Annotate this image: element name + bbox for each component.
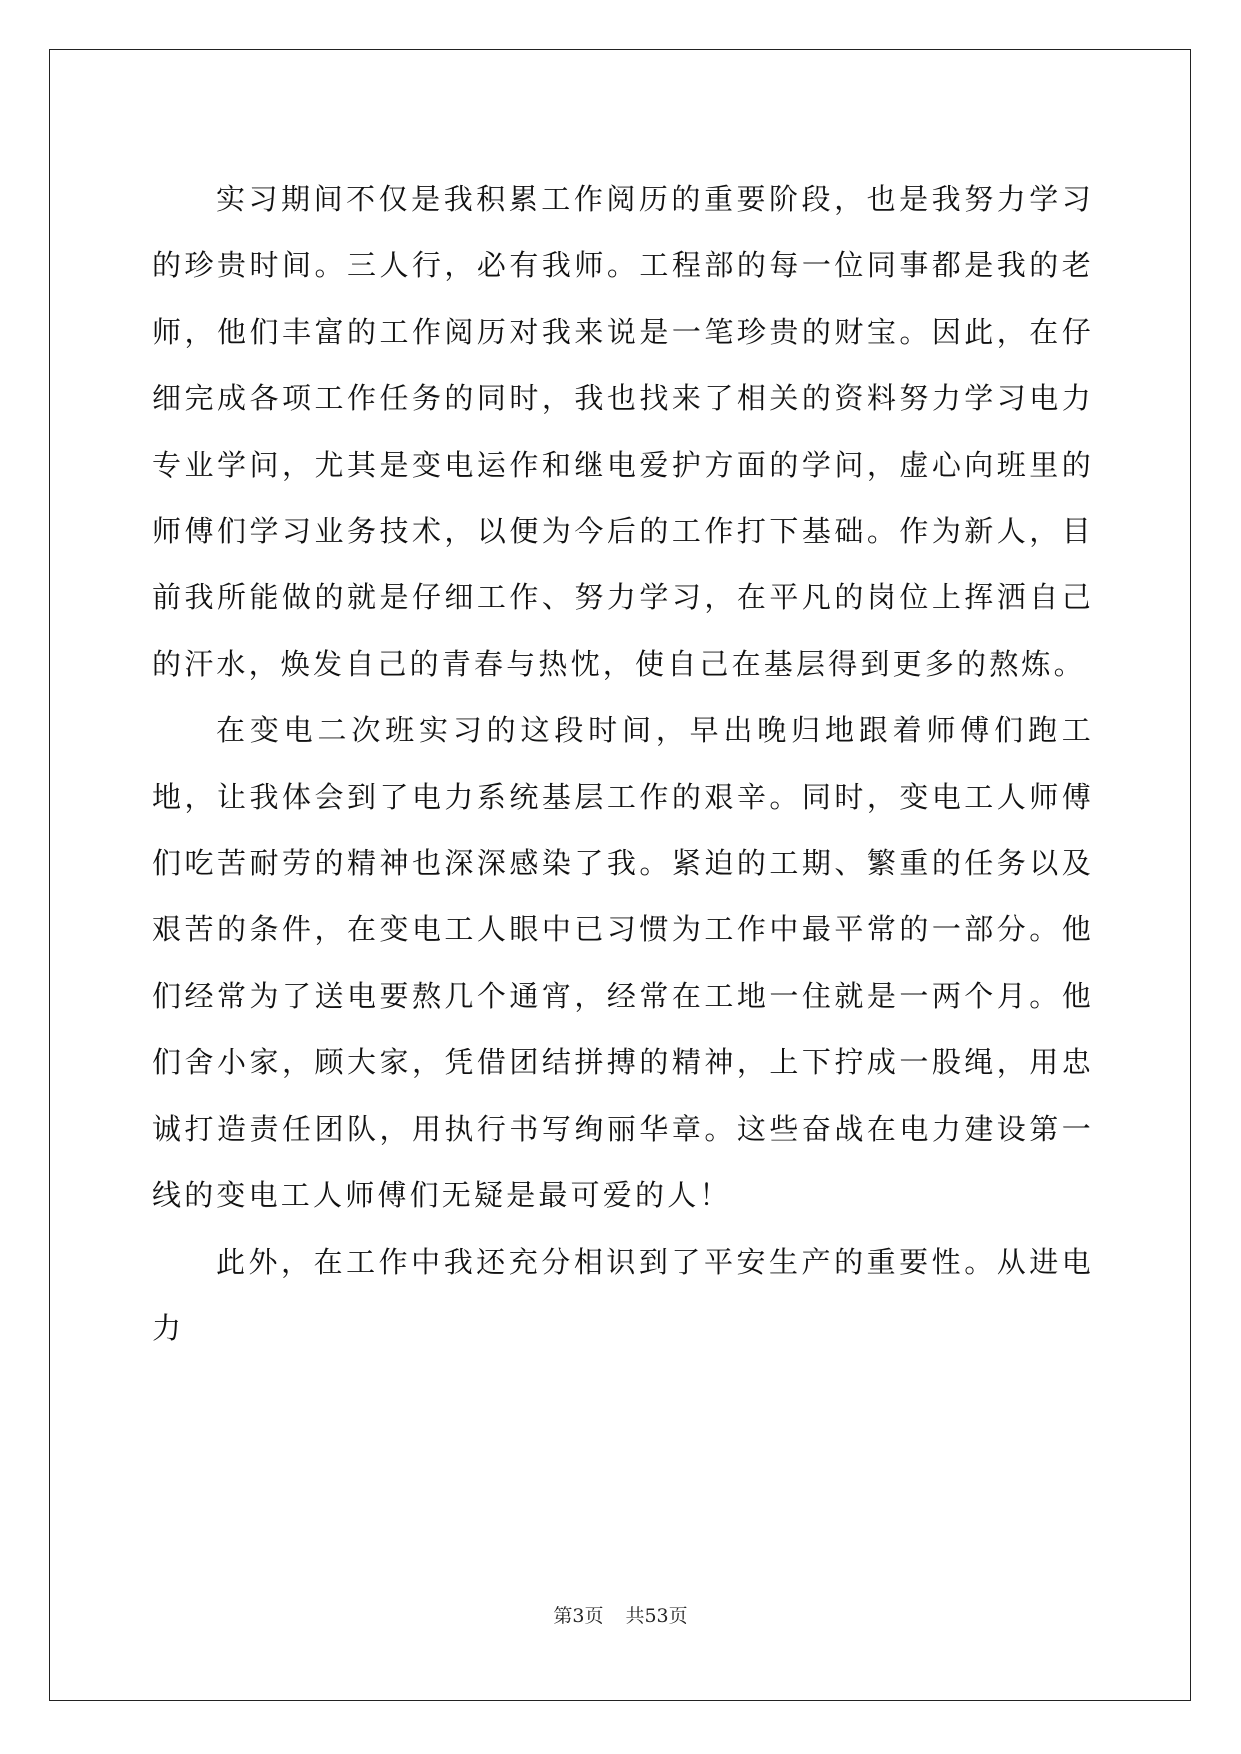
page-number: 第3页 [553, 1605, 604, 1627]
page-total: 共53页 [625, 1605, 688, 1627]
paragraph-1: 实习期间不仅是我积累工作阅历的重要阶段，也是我努力学习的珍贵时间。三人行，必有我师。工程部的每一位同事都是我的老师，他们丰富的工作阅历对我来说是一笔珍贵的财宝。因此，在仔细完成各项工作任务的同时，我也找来了相关的资料努力学习电力专业学问，尤其是变电运作和继电爱护方面的学问，虚心向班里的师傅们学习业务技术，以便为今后的工作打下基础。作为新人，目前我所能做的就是仔细工作、努力学习，在平凡的岗位上挥洒自己的汗水，焕发自己的青春与热忱，使自己在基层得到更多的熬炼。 [152, 182, 1094, 681]
page-footer [0, 1604, 1241, 1628]
document-body [152, 166, 1094, 1361]
paragraph-2: 在变电二次班实习的这段时间，早出晚归地跟着师傅们跑工地，让我体会到了电力系统基层工作的艰辛。同时，变电工人师傅们吃苦耐劳的精神也深深感染了我。紧迫的工期、繁重的任务以及艰苦的条件，在变电工人眼中已习惯为工作中最平常的一部分。他们经常为了送电要熬几个通宵，经常在工地一住就是一两个月。他们舍小家，顾大家，凭借团结拼搏的精神，上下拧成一股绳，用忠诚打造责任团队，用执行书写绚丽华章。这些奋战在电力建设第一线的变电工人师傅们无疑是最可爱的人！ [152, 713, 1094, 1213]
paragraph-3: 此外，在工作中我还充分相识到了平安生产的重要性。从进电力 [152, 1244, 1094, 1345]
